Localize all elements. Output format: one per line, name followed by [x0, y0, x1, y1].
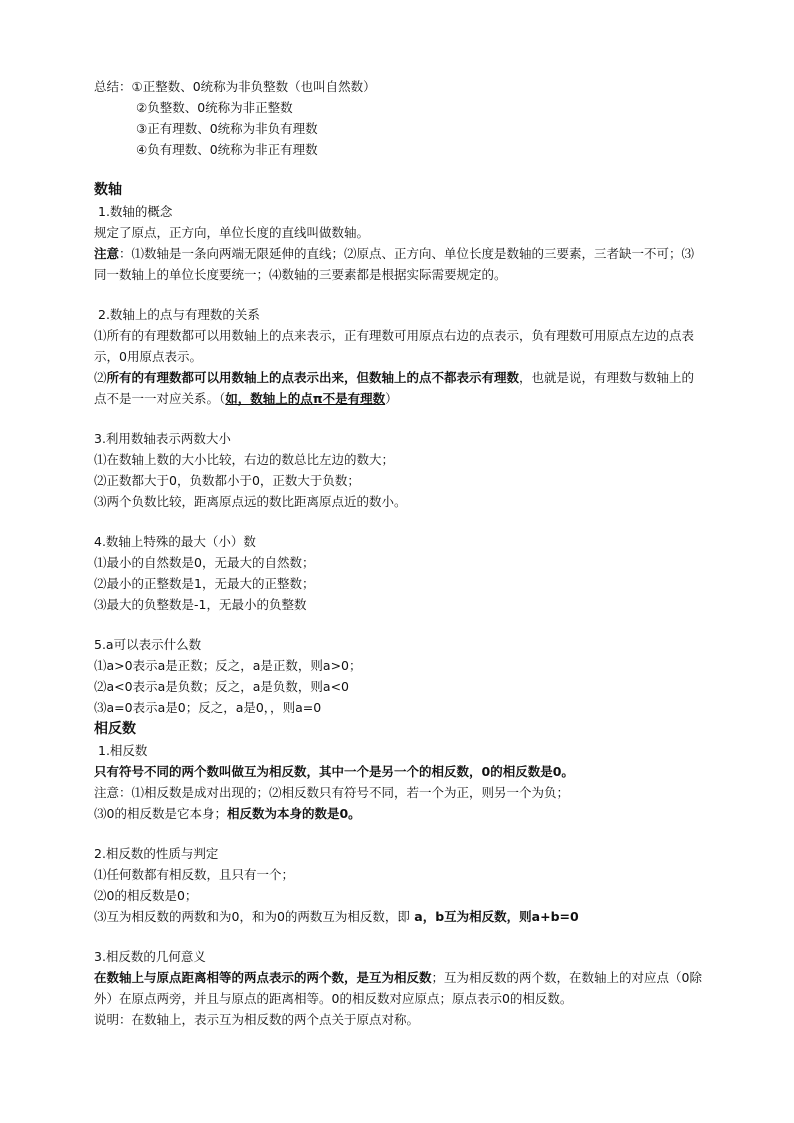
note-text: ：⑴数轴是一条向两端无限延伸的直线；⑵原点、正方向、单位长度是数轴的三要素，三者缺一不可；⑶同一数轴上的单位长度要统一；⑷数轴的三要素都是根据实际需要规定的。	[94, 246, 695, 282]
list-item: ⑶a=0表示a是0；反之，a是0，，则a=0	[94, 700, 322, 715]
summary-item: ③正有理数、0统称为非负有理数	[136, 121, 318, 136]
bold-note: 相反数为本身的数是0。	[226, 806, 361, 821]
subsection-title: 3.利用数轴表示两数大小	[94, 431, 231, 446]
note-text: 注意：⑴相反数是成对出现的；⑵相反数只有符号不同，若一个为正，则另一个为负；	[94, 785, 570, 800]
list-item: ⑵a<0表示a是负数；反之，a是负数，则a<0	[94, 679, 349, 694]
list-item: ⑶两个负数比较，距离原点远的数比距离原点近的数小。	[94, 494, 407, 509]
bold-statement: 所有的有理数都可以用数轴上的点表示出来，但数轴上的点不都表示有理数	[106, 370, 520, 385]
paragraph: ⑴所有的有理数都可以用数轴上的点来表示，正有理数可用原点右边的点表示，负有理数可用原点左边的点表示，0用原点表示。	[94, 328, 695, 364]
explanation-text: 说明：在数轴上，表示互为相反数的两个点关于原点对称。	[94, 1012, 420, 1027]
list-item: ⑴任何数都有相反数，且只有一个；	[94, 867, 295, 882]
underlined-example: 如，数轴上的点π不是有理数	[225, 391, 386, 406]
note-paragraph	[94, 243, 706, 285]
note-label: 注意	[94, 246, 120, 261]
summary-item: ②负整数、0统称为非正整数	[136, 100, 293, 115]
subsection-title: 2.数轴上的点与有理数的关系	[98, 307, 260, 322]
subsection-title: 3.相反数的几何意义	[94, 949, 206, 964]
bold-statement: 在数轴上与原点距离相等的两点表示的两个数，是互为相反数	[94, 970, 432, 985]
summary-item: ①正整数、0统称为非负整数（也叫自然数）	[131, 79, 376, 94]
summary-line-1	[94, 76, 706, 97]
paragraph-prefix: ⑵	[94, 370, 107, 385]
subsection-title: 1.相反数	[98, 743, 148, 758]
list-item: ⑵0的相反数是0；	[94, 888, 198, 903]
paragraph-rest: ；互为相反数的两个数，在数轴上的对应点（0除外）在原点两旁，并且与原点的距离相等。0的相反数对应原点；原点表示0的相反数。	[94, 970, 702, 1006]
section-heading-opposite: 相反数	[94, 721, 136, 737]
subsection-title: 4.数轴上特殊的最大（小）数	[94, 534, 256, 549]
list-item: ⑴最小的自然数是0，无最大的自然数；	[94, 555, 315, 570]
subsection-title: 5.a可以表示什么数	[94, 637, 202, 652]
summary-lead: 总结：	[94, 79, 132, 94]
list-item-prefix: ⑶互为相反数的两数和为0，和为0的两数互为相反数，即	[94, 909, 410, 924]
note-prefix: ⑶0的相反数是它本身；	[94, 806, 227, 821]
list-item: ⑶最大的负整数是-1，无最小的负整数	[94, 597, 307, 612]
document-page	[94, 76, 706, 1030]
paragraph	[94, 367, 706, 409]
bold-conclusion: a，b互为相反数，则a+b=0	[409, 909, 579, 924]
note-text	[94, 803, 706, 824]
section-heading-numberline: 数轴	[94, 182, 122, 198]
list-item: ⑴a>0表示a是正数；反之，a是正数，则a>0；	[94, 658, 362, 673]
summary-item: ④负有理数、0统称为非正有理数	[136, 142, 318, 157]
definition-text: 规定了原点，正方向，单位长度的直线叫做数轴。	[94, 225, 370, 240]
list-item	[94, 906, 706, 927]
list-item: ⑴在数轴上数的大小比较，右边的数总比左边的数大；	[94, 452, 395, 467]
definition-text	[94, 761, 706, 782]
list-item: ⑵最小的正整数是1，无最大的正整数；	[94, 576, 315, 591]
subsection-title: 2.相反数的性质与判定	[94, 846, 219, 861]
bold-definition: 只有符号不同的两个数叫做互为相反数，其中一个是另一个的相反数，0的相反数是0。	[94, 764, 574, 779]
list-item: ⑵正数都大于0，负数都小于0，正数大于负数；	[94, 473, 360, 488]
subsection-title: 1.数轴的概念	[98, 204, 173, 219]
paragraph-end: ）	[385, 391, 398, 406]
paragraph	[94, 967, 706, 1009]
paragraph-rest: ，也就是说，有理数与数轴上的点不是一一对应关系。（	[94, 370, 695, 406]
